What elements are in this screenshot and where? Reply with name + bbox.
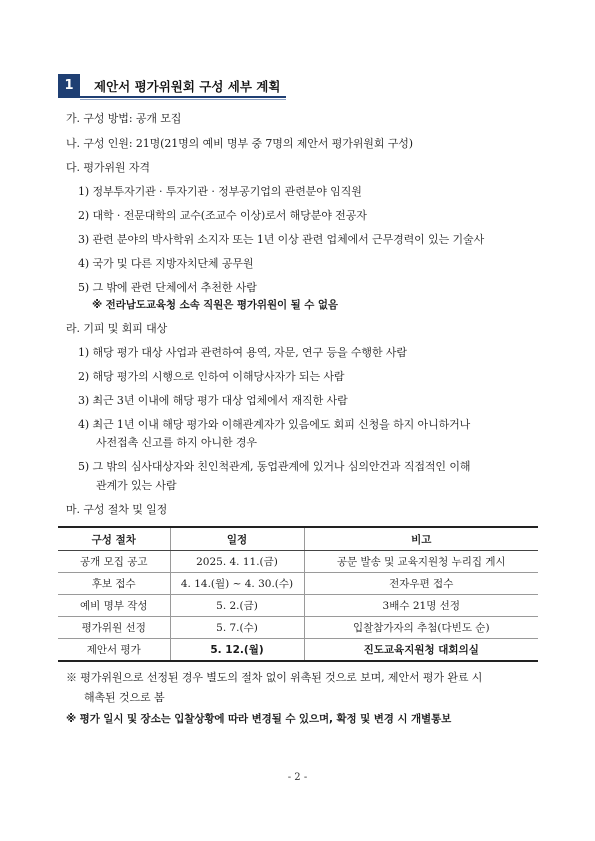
exclusion-item: 1) 해당 평가 대상 사업과 관련하여 용역, 자문, 연구 등을 수행한 사람 <box>78 346 407 359</box>
table-cell: 공개 모집 공고 <box>58 551 170 573</box>
table-row <box>58 595 538 617</box>
heading-underline <box>80 96 286 98</box>
page-number: - 2 - <box>287 772 308 783</box>
item-ra: 라. 기피 및 회피 대상 <box>66 322 168 335</box>
item-na: 나. 구성 인원: 21명(21명의 예비 명부 중 7명의 제안서 평가위원회 구성) <box>66 137 413 150</box>
table-cell: 입찰참가자의 추첨(다빈도 순) <box>304 617 538 639</box>
note-line-cont: 해촉된 것으로 봄 <box>84 691 165 704</box>
table-row <box>58 617 538 639</box>
exclusion-item: 3) 최근 3년 이내에 해당 평가 대상 업체에서 재직한 사람 <box>78 394 348 407</box>
section-title: 제안서 평가위원회 구성 세부 계획 <box>94 79 281 94</box>
table-row <box>58 573 538 595</box>
table-cell: 전자우편 접수 <box>304 573 538 595</box>
table-cell: 5. 7.(수) <box>170 617 304 639</box>
item-ma: 마. 구성 절차 및 일정 <box>66 503 168 516</box>
exclusion-item-cont: 사전접촉 신고를 하지 아니한 경우 <box>96 436 257 449</box>
note-line: ※ 평가위원으로 선정된 경우 별도의 절차 없이 위촉된 것으로 보며, 제안서 평가 완료 시 <box>66 671 483 684</box>
schedule-table <box>58 526 538 662</box>
table-cell: 예비 명부 작성 <box>58 595 170 617</box>
exclusion-item: 2) 해당 평가의 시행으로 인하여 이해당사자가 되는 사람 <box>78 370 345 383</box>
section-number: 1 <box>58 74 80 98</box>
exclusion-item: 5) 그 밖의 심사대상자와 친인척관계, 동업관계에 있거나 심의안건과 직접적인 이해 <box>78 460 471 473</box>
qualification-note: ※ 전라남도교육청 소속 직원은 평가위원이 될 수 없음 <box>92 299 338 311</box>
column-header: 구성 절차 <box>58 527 170 551</box>
column-header: 비고 <box>304 527 538 551</box>
table-cell: 5. 2.(금) <box>170 595 304 617</box>
table-cell: 2025. 4. 11.(금) <box>170 551 304 573</box>
qualification-item: 1) 정부투자기관 · 투자기관 · 정부공기업의 관련분야 임직원 <box>78 185 362 198</box>
qualification-item: 2) 대학 · 전문대학의 교수(조교수 이상)로서 해당분야 전공자 <box>78 209 367 222</box>
qualification-item: 4) 국가 및 다른 지방자치단체 공무원 <box>78 257 254 270</box>
item-ga: 가. 구성 방법: 공개 모집 <box>66 112 182 125</box>
table-cell: 후보 접수 <box>58 573 170 595</box>
table-cell: 공문 발송 및 교육지원청 누리집 게시 <box>304 551 538 573</box>
exclusion-item-cont: 관계가 있는 사람 <box>96 479 177 492</box>
qualification-item: 5) 그 밖에 관련 단체에서 추천한 사람 <box>78 281 257 294</box>
column-header: 일정 <box>170 527 304 551</box>
heading-underline-thin <box>80 99 286 100</box>
exclusion-item: 4) 최근 1년 이내 해당 평가와 이해관계자가 있음에도 회피 신청을 하지 아니하거나 <box>78 418 471 431</box>
table-cell: 5. 12.(월) <box>170 639 304 662</box>
table-cell: 제안서 평가 <box>58 639 170 662</box>
table-header-row <box>58 527 538 551</box>
table-cell: 3배수 21명 선정 <box>304 595 538 617</box>
section-heading <box>58 74 286 98</box>
table-row <box>58 639 538 662</box>
item-da: 다. 평가위원 자격 <box>66 161 150 174</box>
qualification-item: 3) 관련 분야의 박사학위 소지자 또는 1년 이상 관련 업체에서 근무경력이 있는 기술사 <box>78 233 485 246</box>
table-cell: 진도교육지원청 대회의실 <box>304 639 538 662</box>
table-cell: 평가위원 선정 <box>58 617 170 639</box>
table-cell: 4. 14.(월) ~ 4. 30.(수) <box>170 573 304 595</box>
table-row <box>58 551 538 573</box>
note-line-bold: ※ 평가 일시 및 장소는 입찰상황에 따라 변경될 수 있으며, 확정 및 변경 시 개별통보 <box>66 713 452 725</box>
